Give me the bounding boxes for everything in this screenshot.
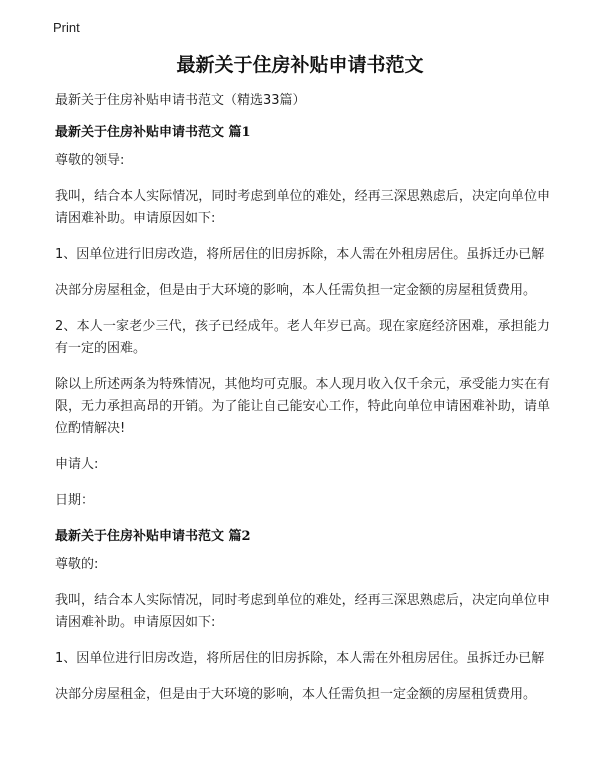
paragraph: 决部分房屋租金，但是由于大环境的影响，本人任需负担一定金额的房屋租赁费用。 [55, 283, 537, 298]
salutation: 尊敬的: [55, 557, 99, 572]
paragraph: 我叫，结合本人实际情况，同时考虑到单位的难处，经再三深思熟虑后，决定向单位申请困难补助。申请原因如下: [55, 189, 550, 226]
document-body [55, 90, 550, 720]
section-1 [55, 122, 550, 512]
paragraph: 我叫，结合本人实际情况，同时考虑到单位的难处，经再三深思熟虑后，决定向单位申请困难补助。申请原因如下: [55, 593, 550, 630]
document-subtitle: 最新关于住房补贴申请书范文（精选33篇） [55, 93, 306, 108]
paragraph: 1、因单位进行旧房改造，将所居住的旧房拆除，本人需在外租房居住。虽拆迁办已解 [55, 247, 545, 262]
paragraph: 1、因单位进行旧房改造，将所居住的旧房拆除，本人需在外租房居住。虽拆迁办已解 [55, 651, 545, 666]
applicant-line: 申请人: [55, 457, 99, 472]
salutation: 尊敬的领导: [55, 153, 125, 168]
paragraph: 2、本人一家老少三代，孩子已经成年。老人年岁已高。现在家庭经济困难，承担能力有一定的困难。 [55, 319, 550, 356]
paragraph: 决部分房屋租金，但是由于大环境的影响，本人任需负担一定金额的房屋租赁费用。 [55, 687, 537, 702]
date-line: 日期： [55, 493, 95, 508]
section-2 [55, 526, 550, 706]
paragraph: 除以上所述两条为特殊情况，其他均可克服。本人现月收入仅千余元，承受能力实在有限，无力承担高昂的开销。为了能让自己能安心工作，特此向单位申请困难补助，请单位酌情解决! [55, 377, 550, 436]
print-link[interactable]: Print [53, 20, 80, 35]
section-heading: 最新关于住房补贴申请书范文 篇2 [55, 529, 251, 544]
section-heading: 最新关于住房补贴申请书范文 篇1 [55, 125, 251, 140]
document-title: 最新关于住房补贴申请书范文 [176, 54, 424, 76]
